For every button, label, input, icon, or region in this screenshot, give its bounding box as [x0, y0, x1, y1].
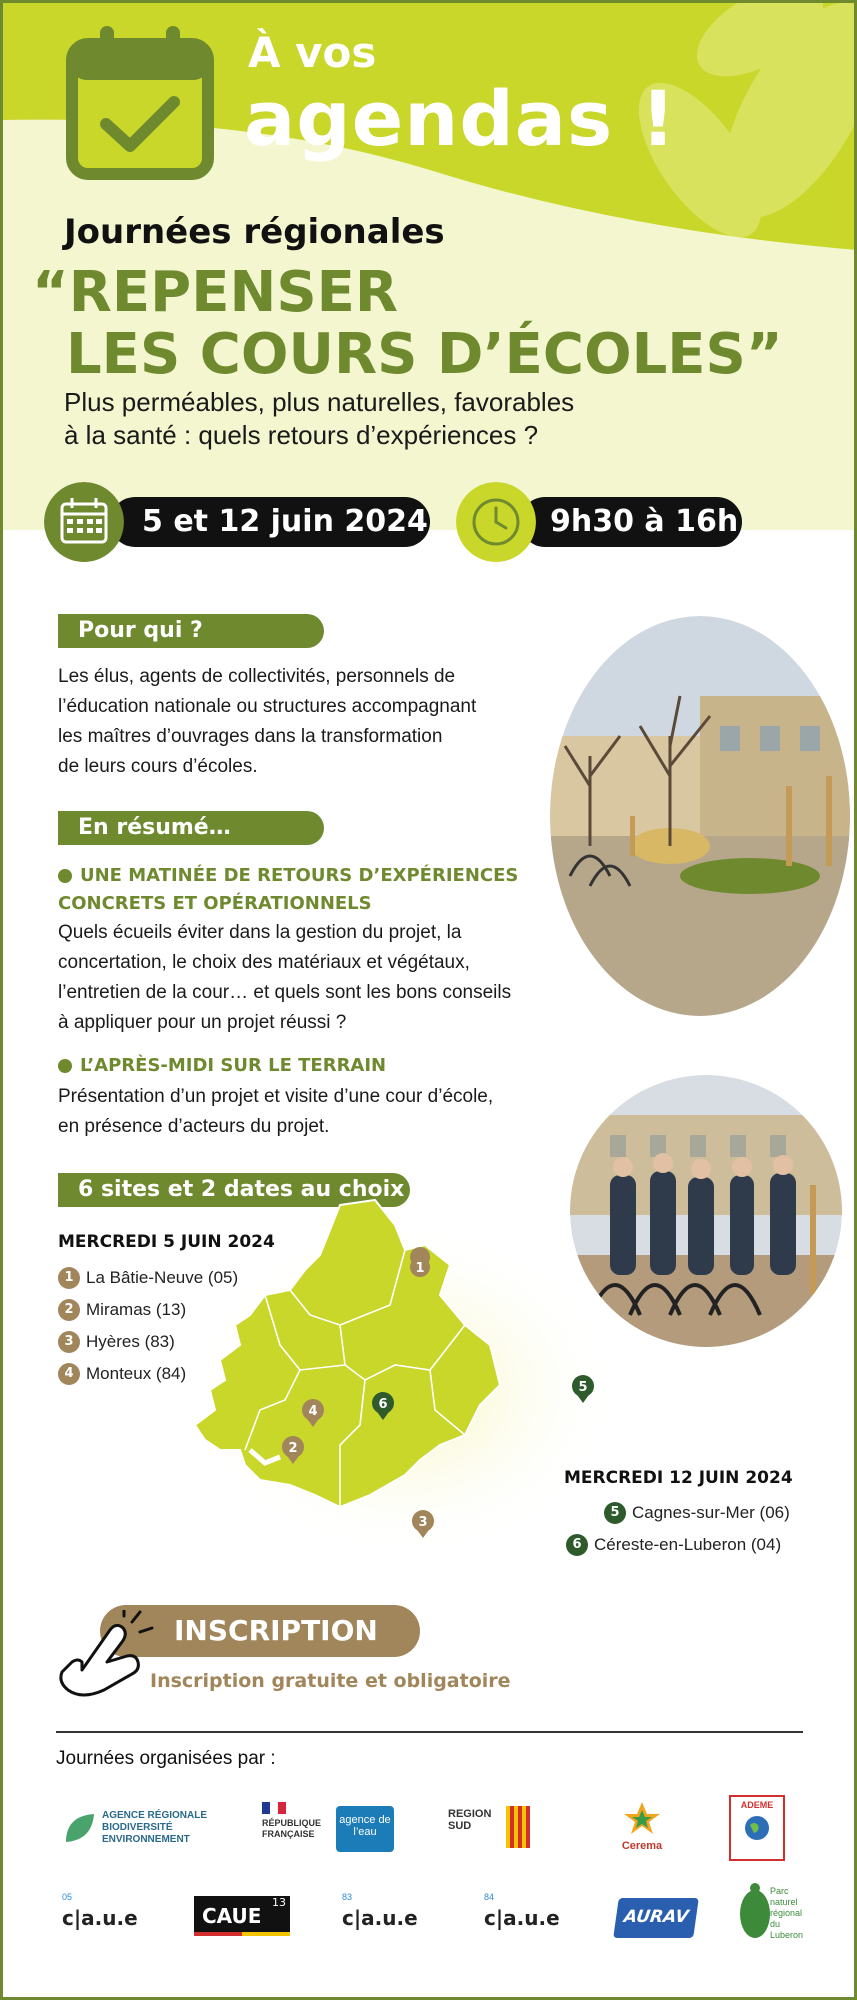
- svg-text:1: 1: [415, 1261, 425, 1276]
- svg-text:3: 3: [418, 1515, 428, 1530]
- morning-title-line-2: CONCRETS ET OPÉRATIONNELS: [58, 893, 372, 914]
- republique-francaise-text: RÉPUBLIQUE FRANÇAISE: [262, 1818, 322, 1839]
- lead-line-1: Plus perméables, plus naturelles, favorables: [64, 387, 575, 417]
- site-name: Cagnes-sur-Mer (06): [632, 1503, 790, 1522]
- auray-text: AURAV: [622, 1907, 690, 1927]
- biodiversite-logo-text: AGENCE RÉGIONALE BIODIVERSITÉ ENVIRONNEMENT: [102, 1810, 208, 1845]
- afternoon-title-text: L’APRÈS-MIDI SUR LE TERRAIN: [80, 1055, 387, 1076]
- main-title-line-1: “REPENSER: [32, 260, 399, 325]
- agence-eau-logo: agence de l’eau: [336, 1806, 394, 1852]
- caue-83-number: 83: [342, 1892, 353, 1902]
- region-sud-text: REGION SUD: [448, 1808, 492, 1832]
- morning-line: l’entretien de la cour… et quels sont les bons conseils: [58, 982, 512, 1003]
- caue-05-text: c|a.u.e: [62, 1906, 138, 1930]
- site-name: Miramas (13): [86, 1300, 187, 1319]
- svg-text:2: 2: [288, 1441, 298, 1456]
- day1-label: MERCREDI 5 JUIN 2024: [58, 1232, 275, 1252]
- site-name: Monteux (84): [86, 1364, 187, 1383]
- site-number: 4: [58, 1363, 80, 1385]
- audience-line: l’éducation nationale ou structures accompagnant: [58, 696, 477, 717]
- caue-05-number: 05: [62, 1892, 73, 1902]
- audience-line: Les élus, agents de collectivités, personnels de: [58, 666, 456, 687]
- caue-84-text: c|a.u.e: [484, 1906, 560, 1930]
- afternoon-line: Présentation d’un projet et visite d’une cour d’école,: [58, 1086, 494, 1107]
- site-number: 2: [58, 1299, 80, 1321]
- day2-label: MERCREDI 12 JUIN 2024: [564, 1468, 793, 1488]
- date-label: 5 et 12 juin 2024: [142, 504, 428, 539]
- lead-line-2: à la santé : quels retours d’expériences ?: [64, 420, 539, 450]
- audience-heading: Pour qui ?: [58, 614, 324, 648]
- title-line-2: agendas !: [244, 74, 677, 163]
- main-title-line-2: LES COURS D’ÉCOLES”: [66, 322, 783, 387]
- title-line-1: À vos: [248, 28, 377, 77]
- svg-text:4: 4: [308, 1404, 318, 1419]
- audience-line: de leurs cours d’écoles.: [58, 756, 258, 777]
- registration-button-label: INSCRIPTION: [174, 1614, 378, 1647]
- site-name: Céreste-en-Luberon (04): [594, 1535, 782, 1554]
- svg-text:5: 5: [578, 1380, 588, 1395]
- cerema-text: Cerema: [621, 1840, 663, 1852]
- caue-84-number: 84: [484, 1892, 495, 1902]
- time-label: 9h30 à 16h: [550, 504, 739, 539]
- morning-title-line-1: UNE MATINÉE DE RETOURS D’EXPÉRIENCES: [80, 865, 519, 886]
- site-number: 3: [58, 1331, 80, 1353]
- ademe-text: ADEME: [740, 1800, 774, 1810]
- afternoon-line: en présence d’acteurs du projet.: [58, 1116, 330, 1137]
- morning-line: Quels écueils éviter dans la gestion du projet, la: [58, 922, 462, 943]
- registration-note: Inscription gratuite et obligatoire: [150, 1670, 511, 1692]
- parc-luberon-text: Parc naturel régional du Luberon: [770, 1886, 804, 1940]
- site-number: 6: [566, 1534, 588, 1556]
- morning-line: concertation, le choix des matériaux et végétaux,: [58, 952, 470, 973]
- audience-line: les maîtres d’ouvrages dans la transformation: [58, 726, 443, 747]
- site-name: La Bâtie-Neuve (05): [86, 1268, 239, 1287]
- site-number: 1: [58, 1267, 80, 1289]
- summary-heading: En résumé…: [58, 811, 324, 845]
- event-type: Journées régionales: [64, 212, 445, 252]
- organizers-heading: Journées organisées par :: [56, 1748, 276, 1769]
- sites-heading: 6 sites et 2 dates au choix: [58, 1173, 410, 1207]
- site-number: 5: [604, 1502, 626, 1524]
- caue-83-text: c|a.u.e: [342, 1906, 418, 1930]
- caue-13-number: 13: [272, 1896, 286, 1909]
- site-name: Hyères (83): [86, 1332, 175, 1351]
- morning-line: à appliquer pour un projet réussi ?: [58, 1012, 347, 1033]
- caue-13-text: CAUE: [202, 1904, 262, 1928]
- svg-text:6: 6: [378, 1397, 388, 1412]
